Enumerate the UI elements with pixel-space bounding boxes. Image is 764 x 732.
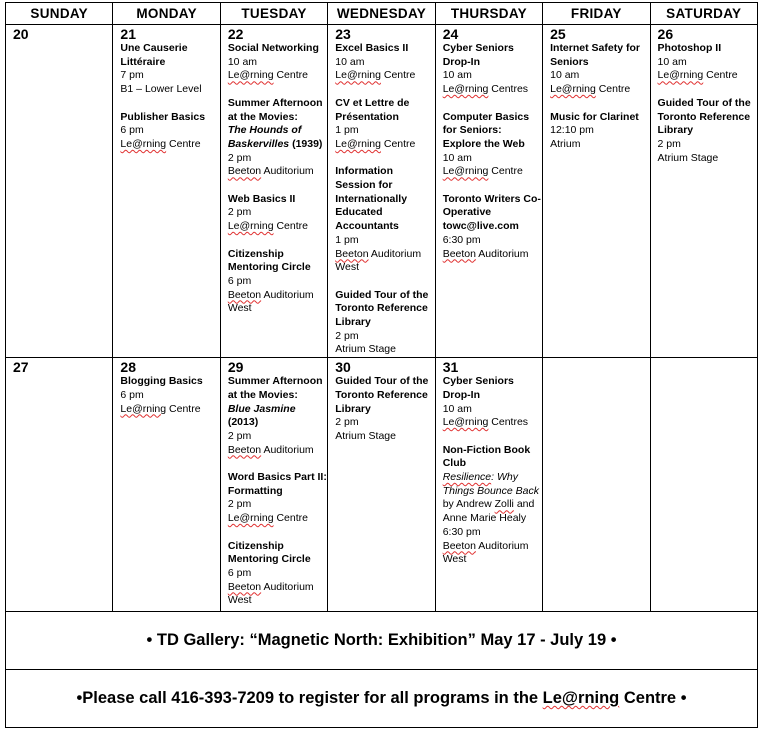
event-time: 6 pm	[227, 566, 252, 579]
event-time: 2 pm	[227, 206, 252, 219]
event-detail: Atrium Stage	[335, 429, 396, 442]
event-detail: Le@rning Centre	[335, 69, 416, 82]
event-time: 6 pm	[227, 274, 252, 287]
event	[550, 111, 649, 152]
event-time: 12:10 pm	[550, 124, 594, 137]
weekday-header-saturday: SATURDAY	[650, 3, 757, 25]
register-banner	[6, 670, 758, 728]
gallery-banner: • TD Gallery: “Magnetic North: Exhibition” May 17 - July 19 •	[6, 612, 758, 670]
event	[550, 42, 649, 97]
event	[443, 111, 542, 180]
event	[335, 165, 434, 275]
event-time: 2 pm	[657, 137, 681, 150]
event-title: Cyber Seniors Drop-In	[442, 375, 514, 401]
weekday-header-sunday: SUNDAY	[6, 3, 113, 25]
event-time: 6 pm	[120, 124, 144, 137]
event	[228, 540, 327, 609]
day-cell	[435, 25, 542, 358]
event-title: Internet Safety for Seniors	[550, 42, 640, 68]
event-detail: Beeton Auditorium West	[335, 247, 422, 274]
day-cell	[543, 25, 650, 358]
event-title: Citizenship Mentoring Circle	[227, 247, 311, 274]
event-detail: Le@rning Centre	[657, 69, 738, 82]
event-detail: Atrium Stage	[657, 151, 719, 164]
event	[658, 97, 757, 166]
movie-name: Blue Jasmine	[227, 402, 296, 415]
event	[228, 248, 327, 317]
event-detail: Beeton Auditorium	[442, 247, 529, 260]
event-time: 10 am	[657, 55, 687, 68]
event-time: 10 am	[442, 402, 472, 415]
event-detail: by Andrew Zolli and Anne Marie Healy	[442, 498, 535, 525]
event-title: Music for Clarinet	[550, 110, 639, 123]
event	[443, 42, 542, 97]
day-number: 20	[13, 26, 29, 42]
event-detail: Beeton Auditorium	[227, 443, 314, 456]
event	[120, 42, 219, 97]
event-detail: Beeton Auditorium	[227, 165, 314, 178]
event-time: 7 pm	[120, 69, 144, 82]
event-detail: Le@rning Centres	[442, 416, 529, 429]
event-time: 6 pm	[120, 388, 144, 401]
event-title: Photoshop II	[657, 42, 722, 54]
day-cell	[6, 25, 113, 358]
weekday-header-monday: MONDAY	[113, 3, 220, 25]
event-detail: Le@rning Centre	[120, 402, 201, 415]
event-title: Word Basics Part II: Formatting	[227, 471, 327, 497]
event-title: Cyber Seniors Drop-In	[442, 42, 514, 68]
event	[335, 289, 434, 358]
event-title: Information Session for Internationally Educated Accountants	[335, 165, 408, 233]
event-title: Blogging Basics	[120, 375, 203, 388]
day-cell	[650, 358, 757, 612]
calendar-table	[5, 2, 758, 728]
event-time: 2 pm	[335, 416, 359, 429]
event-title: Excel Basics II	[335, 42, 409, 54]
event	[443, 375, 542, 430]
weekday-header-thursday: THURSDAY	[435, 3, 542, 25]
movie-year: (2013)	[227, 416, 259, 429]
event-title: Social Networking	[227, 42, 319, 54]
day-number: 22	[227, 26, 244, 42]
event-detail: Beeton Auditorium West	[227, 580, 314, 607]
weekday-header-tuesday: TUESDAY	[220, 3, 327, 25]
event-time: 1 pm	[335, 233, 359, 246]
register-banner-text: •Please call 416-393-7209 to register for all programs in the Le@rning Centre •	[76, 689, 687, 708]
day-number: 29	[227, 359, 244, 376]
weekday-header-friday: FRIDAY	[543, 3, 650, 25]
day-cell	[650, 25, 757, 358]
event-detail: B1 – Lower Level	[120, 83, 202, 96]
day-number: 24	[442, 26, 459, 42]
event-detail: 6:30 pm	[442, 525, 481, 538]
event-title: Toronto Writers Co-Operative towc@live.com	[442, 192, 541, 233]
event-title: Summer Afternoon at the Movies:	[227, 375, 323, 401]
event-title: CV et Lettre de Présentation	[335, 96, 410, 123]
event	[228, 42, 327, 83]
event-title: Guided Tour of the Toronto Reference Library	[335, 288, 429, 329]
event-title: Computer Basics for Seniors: Explore the Web	[442, 110, 530, 150]
event-title: Publisher Basics	[120, 110, 206, 123]
movie-name: The Hounds of Baskervilles	[227, 124, 302, 150]
day-cell	[328, 358, 435, 612]
register-banner-row	[6, 670, 758, 728]
event-detail: Le@rning Centre	[335, 137, 416, 150]
event	[335, 375, 434, 444]
day-cell	[6, 358, 113, 612]
day-number: 28	[120, 359, 136, 376]
event-detail: Atrium	[550, 137, 581, 150]
event	[228, 471, 327, 526]
day-cell	[435, 358, 542, 612]
day-cell	[328, 25, 435, 358]
movie-title	[228, 124, 327, 151]
book-title: Resilience: Why Things Bounce Back	[442, 471, 539, 497]
event-time: 2 pm	[227, 151, 252, 164]
event-title: Une Causerie Littéraire	[120, 42, 188, 68]
event-detail: Le@rning Centres	[442, 83, 529, 96]
event-time: 2 pm	[227, 429, 252, 442]
event-detail: Le@rning Centre	[227, 220, 308, 233]
day-number: 25	[550, 26, 566, 42]
event-title: Web Basics II	[227, 192, 296, 205]
day-cell	[220, 358, 327, 612]
event-detail: Le@rning Centre	[442, 165, 523, 178]
event-time: 10 am	[550, 69, 580, 82]
event	[120, 111, 219, 152]
event-title: Summer Afternoon at the Movies:	[227, 96, 323, 123]
day-number: 31	[442, 359, 459, 376]
event	[335, 97, 434, 152]
day-number: 30	[335, 359, 351, 376]
event-detail: Le@rning Centre	[227, 512, 308, 525]
week-row	[6, 358, 758, 612]
event-detail: Beeton Auditorium West	[227, 288, 314, 315]
event-detail: Le@rning Centre	[120, 137, 201, 150]
event-detail: Beeton Auditorium West	[442, 539, 529, 566]
movie-title	[228, 403, 327, 430]
day-cell	[220, 25, 327, 358]
gallery-banner-row	[6, 612, 758, 670]
event	[228, 375, 327, 457]
day-cell	[113, 358, 220, 612]
event-title: Guided Tour of the Toronto Reference Library	[657, 96, 751, 137]
day-number: 27	[13, 359, 29, 376]
event	[658, 42, 757, 83]
event-time: 2 pm	[335, 329, 359, 342]
movie-year: (1939)	[289, 137, 323, 150]
day-number: 21	[120, 26, 136, 42]
event	[228, 97, 327, 179]
event-detail: Le@rning Centre	[550, 83, 631, 96]
event	[443, 193, 542, 262]
event	[443, 444, 542, 567]
event-detail: Atrium Stage	[335, 343, 396, 356]
event-time: 10 am	[442, 69, 472, 82]
event-time: 10 am	[335, 55, 365, 68]
day-cell	[543, 358, 650, 612]
event-time: 1 pm	[335, 124, 359, 137]
event-title: Non-Fiction Book Club	[442, 443, 531, 470]
event-title: Citizenship Mentoring Circle	[227, 539, 311, 566]
weekday-header-row	[6, 3, 758, 25]
week-row	[6, 25, 758, 358]
event-time: 10 am	[442, 151, 472, 164]
event	[335, 42, 434, 83]
day-number: 26	[657, 26, 674, 42]
weekday-header-wednesday: WEDNESDAY	[328, 3, 435, 25]
event	[228, 193, 327, 234]
event	[120, 375, 219, 416]
event-time: 6:30 pm	[442, 233, 481, 246]
event-time: 10 am	[227, 55, 258, 68]
day-cell	[113, 25, 220, 358]
event-time: 2 pm	[227, 498, 252, 511]
event-detail: Le@rning Centre	[227, 69, 308, 82]
day-number: 23	[335, 26, 351, 42]
event-title: Guided Tour of the Toronto Reference Library	[335, 375, 429, 415]
